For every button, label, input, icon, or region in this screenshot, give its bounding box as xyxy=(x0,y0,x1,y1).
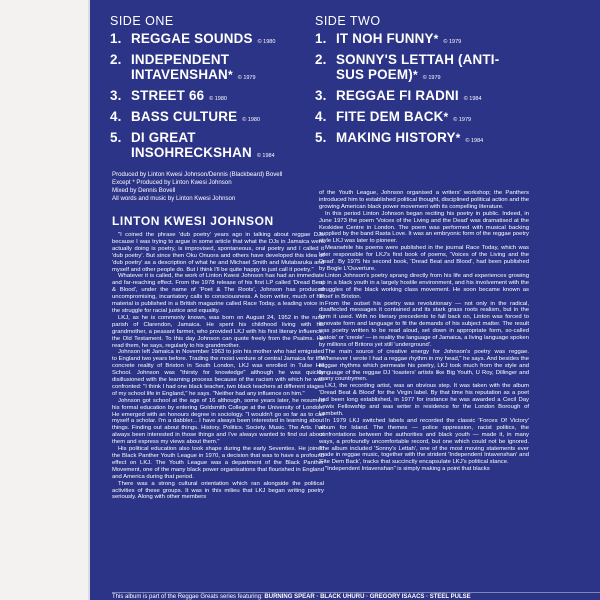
track-title-wrap xyxy=(336,53,515,85)
footer-text: This album is part of the Reggae Greats series featuring: xyxy=(112,594,263,600)
track-title: FITE DEM BACK xyxy=(336,109,444,125)
bio-paragraph: of the Youth League, Johnson organised a writers' workshop; the Panthers introduced him to established political thought, disciplined political action and the growing American black power movement with its compelling literature. xyxy=(319,190,529,210)
bio-paragraph: LKJ, as he is commonly known, was born on August 24, 1952 in the rural parish of Clarendon, Jamaica. He spent his childhood living with his grandmother, a peasant farmer, who provided LKJ with his first literary influence, the Old Testament. To this day Johnson can quote freely from the Psalms. He read them, he says, regularly to his grandmother. xyxy=(112,314,324,349)
track-title-wrap xyxy=(336,110,515,127)
track-title: IT NOH FUNNY xyxy=(336,31,434,46)
biography-right-column xyxy=(319,190,529,473)
track-item xyxy=(110,53,315,85)
track-title: REGGAE FI RADNI xyxy=(336,87,459,103)
album-back-cover xyxy=(88,0,600,600)
track-producer-star: * xyxy=(412,67,418,82)
track-title: REGGAE SOUNDS xyxy=(131,31,253,46)
track-title-wrap xyxy=(131,110,315,127)
artist-heading: LINTON KWESI JOHNSON xyxy=(112,214,274,228)
track-number: 4. xyxy=(110,109,122,125)
track-number: 5. xyxy=(110,130,122,146)
track-year: © 1984 xyxy=(463,95,482,102)
track-item xyxy=(315,53,515,85)
track-title: MAKING HISTORY xyxy=(336,130,456,146)
track-number: 4. xyxy=(315,109,327,125)
track-year: © 1984 xyxy=(256,152,275,159)
track-title: DI GREAT INSOHRECKSHAN xyxy=(131,130,252,160)
track-number: 3. xyxy=(315,87,327,103)
track-title-wrap xyxy=(336,89,515,106)
bio-paragraph: His political education also took shape during the early Seventies. He joined the Black Panther Youth League in 1970, a decision that was to have a profound effect on LKJ. The Youth League was a department of the Black Panther Movement, one of the many black power organisations that flourished in England and America during that period. xyxy=(112,446,324,480)
track-item xyxy=(110,131,315,163)
bio-paragraph: In 1979 LKJ switched labels and recorded the classic 'Forces Of Victory' album for Island. The themes — police oppression, racist politics, the confrontations between the authorities and black youth — made it, in many ways, a profoundly uncomfortable record, but one which could not be ignored. The album included 'Sonny's Lettah', one of the most moving statements ever made in reggae music, together with the strident 'Independent Intavenshan' and 'Fite Dem Back', tracks that succinctly encapsulate LKJ's political stance. xyxy=(319,417,529,466)
bio-paragraph: There was a strong cultural orientation which ran alongside the political activities of these groups. It was in this milieu that LKJ began writing poetry seriously. Along with other members xyxy=(112,480,324,501)
credit-line: Mixed by Dennis Bovell xyxy=(112,187,176,195)
track-producer-star: * xyxy=(455,131,461,146)
side-one-tracklist xyxy=(110,14,315,167)
track-title-wrap xyxy=(131,89,315,106)
track-year: © 1979 xyxy=(453,117,472,124)
side-two-tracklist xyxy=(315,14,515,153)
track-title-wrap xyxy=(336,32,515,49)
track-title-wrap xyxy=(131,53,315,85)
biography-left-column xyxy=(112,232,324,501)
bio-paragraph: "Independent Intavenshan" is simply making a point that blacks xyxy=(325,466,490,473)
track-producer-star: * xyxy=(433,32,439,46)
bio-paragraph: Meanwhile his poems were published in the journal Race Today, which was later responsible for LKJ's first book of poems, 'Voices of the Living and the Dead'. By 1975 his second book, 'Dread Beat and Blood', had been published by Bogle L'Ouverture. xyxy=(319,245,529,272)
bio-paragraph: Linton Johnson's poetry sprang directly from his life and experiences growing up in a black youth in a largely hostile environment, and his involvement with the struggles of the black working class movement. He soon became known as 'Poet' in Brixton. xyxy=(319,272,529,300)
track-title-wrap xyxy=(336,131,515,148)
credit-line: All words and music by Linton Kwesi Johnson xyxy=(112,195,236,203)
track-year: © 1980 xyxy=(257,39,276,45)
side-one-title: SIDE ONE xyxy=(110,14,174,28)
track-title: STREET 66 xyxy=(131,87,205,103)
track-title-wrap xyxy=(131,32,315,49)
track-title: BASS CULTURE xyxy=(131,109,238,125)
track-number: 5. xyxy=(315,130,327,146)
track-item xyxy=(315,89,515,106)
credit-line: Produced by Linton Kwesi Johnson/Dennis (Blackbeard) Bovell xyxy=(112,171,283,178)
track-number: 3. xyxy=(110,87,122,103)
track-item xyxy=(110,89,315,106)
track-year: © 1979 xyxy=(422,74,441,81)
track-year: © 1980 xyxy=(209,95,227,102)
track-item xyxy=(110,32,315,49)
track-year: © 1980 xyxy=(242,117,261,124)
bio-paragraph: In this period Linton Johnson began reciting his poetry in public. Indeed, in June 1973 the poem 'Voices of the Living and the Dead' was dramatised at the Keskidee Centre in London. The poem was performed with musical backing supplied by the band Rasta Love. It was an embryonic form of the reggae poetry style LKJ was later to pioneer. xyxy=(319,210,529,245)
bio-paragraph: From the outset his poetry was revolutionary — not only in the radical, disaffected messages it contained and its stark grass roots realism, but in the form it used. With no literary precedents to fall back on, Linton was forced to innovate form and language to fit the demands of his subject matter. The result was poetry written to be read aloud, set down in appropriate form, so-called 'patois' or 'creole' — in reality the language of Jamaica, a living language spoken by millions of Britons yet still 'underground'. xyxy=(319,300,529,348)
track-year: © 1979 xyxy=(443,39,462,45)
track-year: © 1979 xyxy=(237,74,256,81)
credit-line: Except * Produced by Linton Kwesi Johnson xyxy=(112,179,232,187)
footer-bands: BURNING SPEAR · BLACK UHURU · GREGORY ISAACS · STEEL PULSE xyxy=(264,594,471,600)
track-number: 1. xyxy=(110,31,122,46)
track-year: © 1984 xyxy=(465,138,484,145)
track-title-wrap xyxy=(131,131,315,163)
side-two-title: SIDE TWO xyxy=(315,14,381,28)
bio-paragraph: Johnson left Jamaica in November 1963 to join his mother who had emigrated to England two years before. Trading the moist verdure of central Jamaica for the concrete reality of Brixton in South London, LKJ was enrolled in Tulse Hill School. Johnson was "thirsty for knowledge" although he was quickly disillusioned with the learning process because of the racism with which he was confronted: "I think I had one black teacher, two black teachers at different stages of my school life in England," he says. "Neither had any influence on him." xyxy=(112,349,324,397)
track-item xyxy=(315,32,515,49)
track-producer-star: * xyxy=(227,67,233,82)
bio-paragraph: "I coined the phrase 'dub poetry' years ago in talking about reggae DJs because I was trying to argue in some article that what the DJs in Jamaica were actually doing is poetry, is improvised, spontaneous, oral poetry and I called it 'dub poetry'. But since then Oku Onuora and others have developed this idea of 'dub poetry' as a description of what he and Michael Smith and Mutabaruka and myself and other people do. But I think I'll be quite happy to just call it poetry." xyxy=(112,232,324,273)
track-item xyxy=(315,131,515,148)
production-credits xyxy=(112,171,352,203)
track-item xyxy=(315,110,515,127)
bio-paragraph: Whatever it is called, the work of Linton Kwesi Johnson has had an immediate and far-reaching effect. From the 1978 release of his first LP called 'Dread Beat & Blood', under the name of 'Poet & The Roots', Johnson has produced uncompromising, incantatory calls to consciousness. A born writer, much of his material is published in a British magazine called Race Today, a leading voice in the struggle for racial justice and equality. xyxy=(112,273,324,314)
track-number: 1. xyxy=(315,31,327,46)
track-producer-star: * xyxy=(443,110,449,125)
track-title: SONNY'S LETTAH (ANTI-SUS POEM) xyxy=(336,52,500,82)
bio-paragraph: LKJ, the recording artist, was an obvious step. It was taken with the album 'Dread Beat & Blood' for the Virgin label. By that time his reputation as a poet had been long established, in 1977 for instance he was awarded a Cecil Day Lewis Fellowship and was writer in residence for the London Borough of Lambeth. xyxy=(319,383,529,417)
track-number: 2. xyxy=(315,52,327,68)
series-footer xyxy=(112,592,600,600)
track-item xyxy=(110,110,315,127)
bio-paragraph: Johnson got school at the age of 16 although, some years later, he resumed his formal education by entering Goldsmith College at the University of London. He emerged with an honours degree in sociology. "I wouldn't go so far as to call myself a scholar. I'm a dabbler... I have always been interested in learning about things. Finding out about things. History. Politics. Society. Music. The Arts. I've always been interested in those things and I've always wanted to find out about them and express my views about them." xyxy=(112,397,324,446)
track-number: 2. xyxy=(110,52,122,68)
track-title: INDEPENDENT INTAVENSHAN xyxy=(131,52,230,82)
bio-paragraph: The main source of creative energy for Johnson's poetry was reggae. "Whenever I wrote I had a reggae rhythm in my head," he says. And besides the reggae rhythms which permeate his poetry, LKJ took much from the style and language of the reggae DJ 'toasters' artists like Big Youth, U Roy, Dillinger and many countrymen. xyxy=(319,348,529,383)
